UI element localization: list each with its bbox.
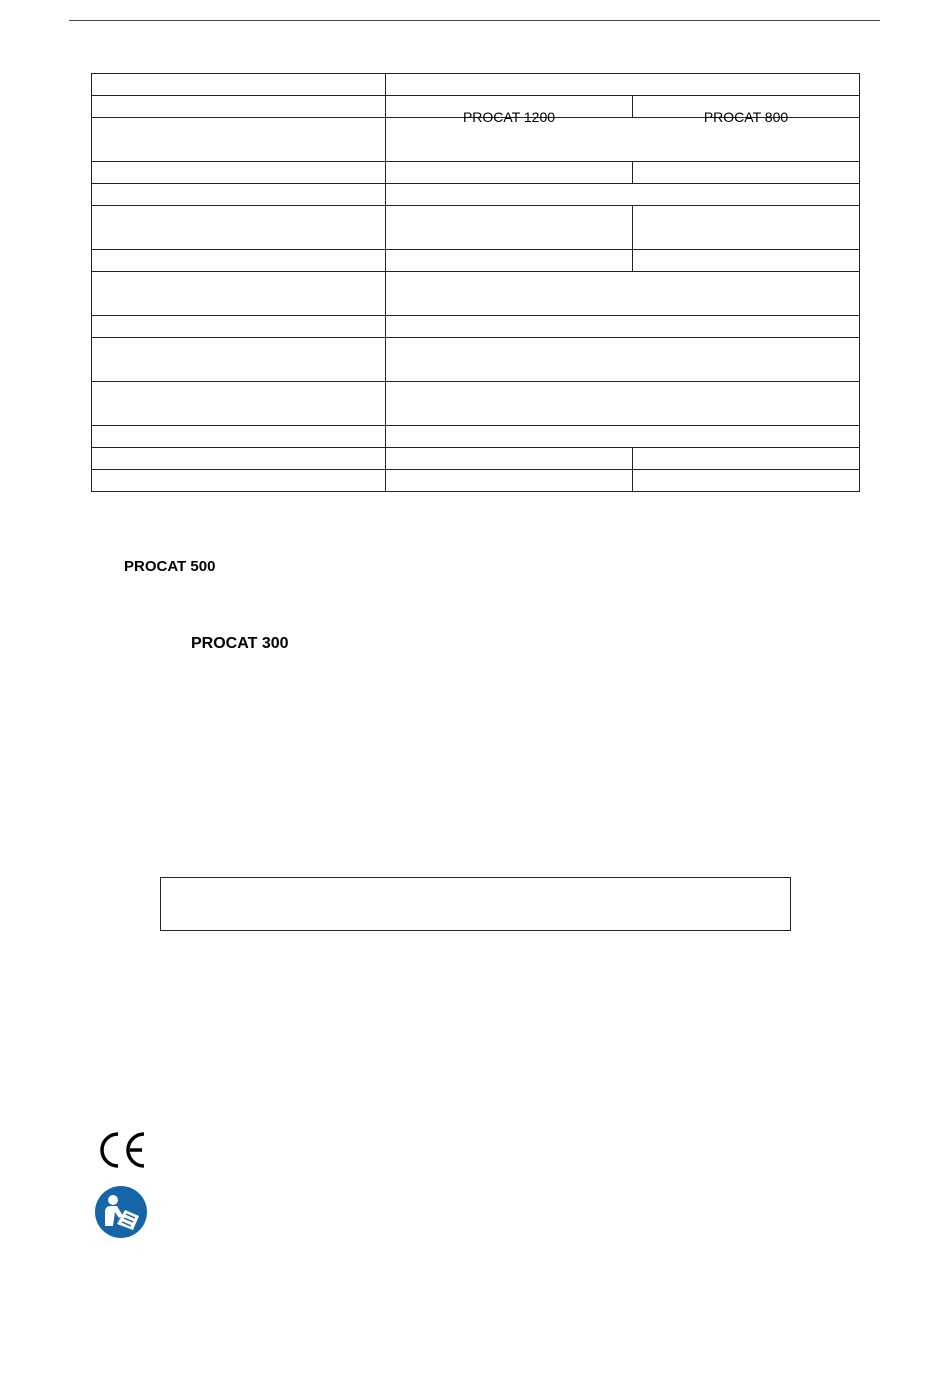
procat-500-label: PROCAT 500 (124, 558, 216, 575)
ce-mark-icon (96, 1130, 148, 1170)
table-row (92, 316, 860, 338)
model-header-b: PROCAT 800 (633, 96, 860, 118)
note-box (160, 877, 791, 931)
table-row (92, 74, 860, 96)
table-row (92, 426, 860, 448)
read-manual-icon (95, 1186, 147, 1238)
header-rule (69, 20, 880, 21)
table-row (92, 184, 860, 206)
spec-table (91, 73, 860, 492)
table-row (92, 272, 860, 316)
table-row (92, 96, 860, 118)
table-row (92, 448, 860, 470)
model-header-a: PROCAT 1200 (386, 96, 633, 118)
procat-300-label: PROCAT 300 (191, 635, 289, 652)
table-row (92, 162, 860, 184)
table-row (92, 382, 860, 426)
table-row (92, 470, 860, 492)
table-row (92, 250, 860, 272)
table-row (92, 338, 860, 382)
table-row (92, 206, 860, 250)
